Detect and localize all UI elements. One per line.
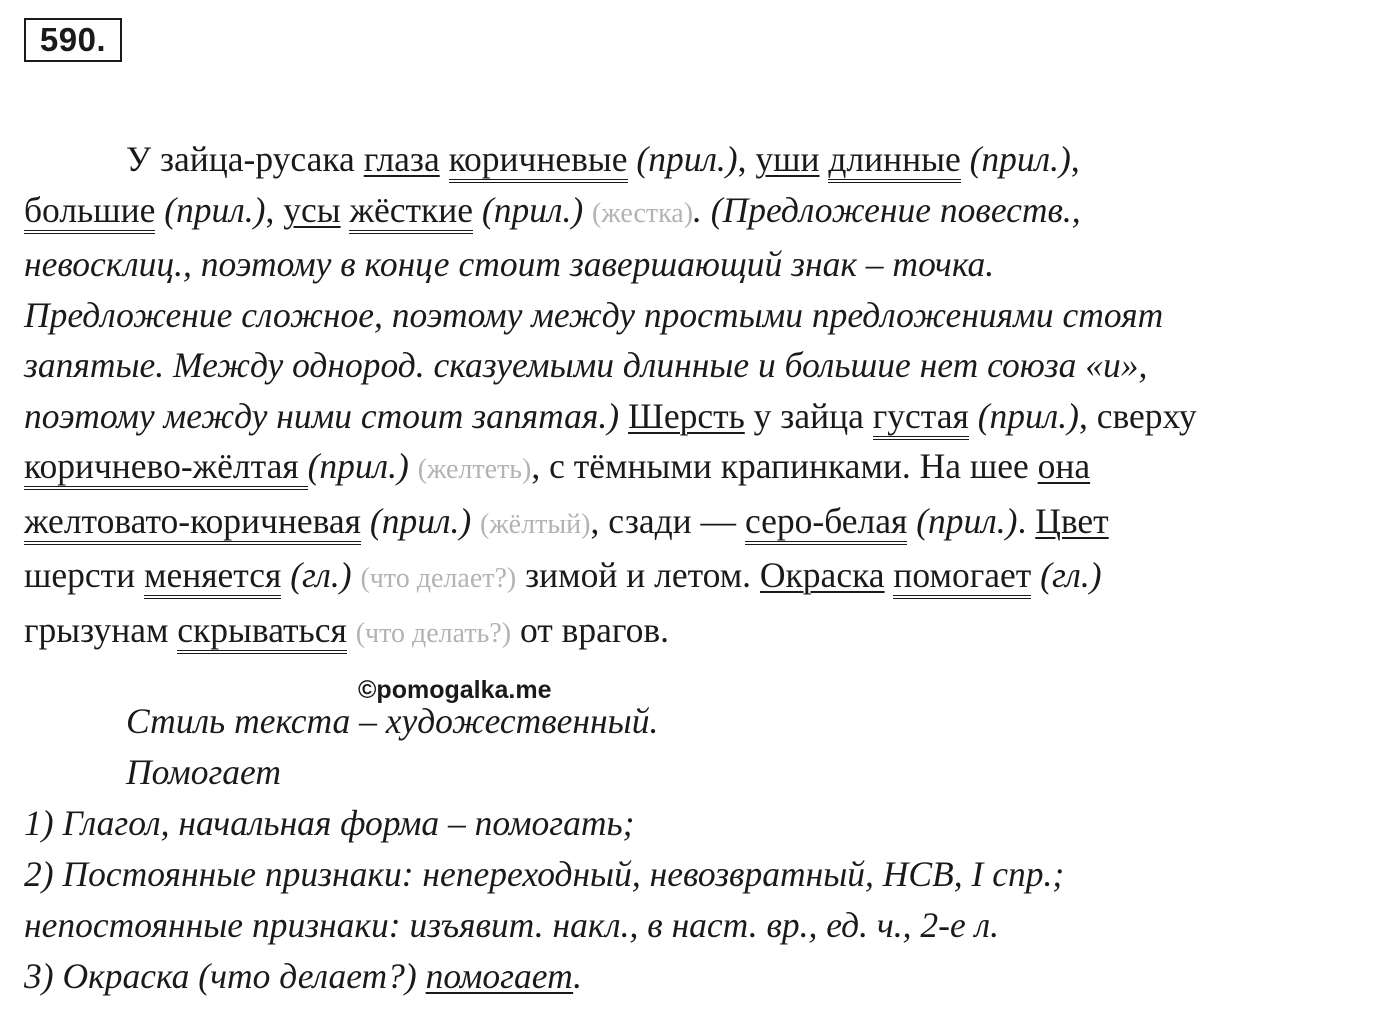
text-segment: , bbox=[1070, 139, 1080, 179]
text-segment: (прил.) bbox=[369, 500, 472, 541]
text-segment: У зайца-русака bbox=[126, 139, 364, 179]
text-segment bbox=[347, 610, 356, 650]
text-line bbox=[24, 550, 1384, 605]
text-segment: скрываться bbox=[177, 610, 347, 654]
text-segment bbox=[409, 446, 418, 486]
text-segment: , сверху bbox=[1078, 395, 1197, 436]
analysis-item-2b: непостоянные признаки: изъявит. накл., в наст. вр., ед. ч., 2-е л. bbox=[24, 905, 999, 945]
text-segment: . bbox=[1017, 500, 1036, 541]
morphological-analysis bbox=[24, 696, 1384, 1002]
style-line: Стиль текста – художественный. bbox=[126, 701, 659, 741]
text-segment: Окраска bbox=[759, 555, 885, 595]
text-line bbox=[24, 391, 1384, 442]
text-segment: (жестка) bbox=[592, 197, 694, 229]
text-segment: (прил.) bbox=[916, 500, 1018, 541]
text-segment: меняется bbox=[144, 555, 281, 599]
text-segment bbox=[471, 501, 480, 541]
text-segment bbox=[907, 501, 916, 541]
watermark: ©pomogalka.me bbox=[358, 676, 552, 704]
text-segment: невосклиц., поэтому в конце стоит завершающий знак – точка. bbox=[24, 244, 995, 284]
text-segment: усы bbox=[283, 189, 341, 230]
text-line bbox=[24, 441, 1384, 496]
text-line bbox=[24, 290, 1384, 341]
text-segment: она bbox=[1037, 446, 1091, 486]
text-line bbox=[24, 605, 1384, 660]
text-segment: (что делает?) bbox=[360, 563, 517, 594]
text-segment: густая bbox=[873, 396, 969, 440]
text-segment: (гл.) bbox=[290, 555, 352, 595]
text-segment: Цвет bbox=[1035, 500, 1109, 541]
text-segment: помогает bbox=[893, 555, 1031, 599]
text-segment bbox=[819, 139, 828, 179]
text-segment: грызунам bbox=[24, 609, 178, 650]
text-segment bbox=[969, 396, 978, 436]
analysis-item-3 bbox=[24, 951, 1384, 1002]
text-segment: желтовато-коричневая bbox=[24, 501, 361, 545]
text-segment bbox=[619, 396, 628, 436]
text-line bbox=[24, 185, 1384, 240]
exercise-text bbox=[24, 134, 1384, 659]
analysis-item-3-suffix: . bbox=[573, 956, 583, 996]
text-line bbox=[24, 496, 1384, 551]
text-segment: глаза bbox=[363, 139, 440, 179]
text-segment: от врагов. bbox=[511, 609, 669, 650]
text-segment bbox=[1031, 555, 1040, 595]
text-segment: . (Предложение повеств., bbox=[693, 189, 1081, 230]
text-segment: (прил.) bbox=[969, 139, 1071, 179]
analysis-item-3-word: помогает bbox=[425, 956, 574, 996]
text-segment: серо-белая bbox=[745, 501, 907, 545]
analyzed-word: Помогает bbox=[126, 752, 281, 792]
text-segment: поэтому между ними стоит запятая.) bbox=[24, 395, 620, 436]
text-segment: уши bbox=[755, 139, 820, 179]
text-segment: зимой и летом. bbox=[516, 555, 760, 595]
text-segment bbox=[155, 190, 164, 230]
text-segment: Предложение сложное, поэтому между простыми предложениями стоят bbox=[24, 294, 1164, 335]
exercise-number: 590. bbox=[24, 18, 122, 62]
text-segment: , с тёмными крапинками. На шее bbox=[531, 446, 1038, 486]
text-segment bbox=[473, 190, 482, 230]
text-segment: большие bbox=[24, 190, 155, 234]
text-segment: запятые. Между однород. сказуемыми длинные и большие нет союза «и», bbox=[24, 345, 1148, 385]
analysis-item-1: 1) Глагол, начальная форма – помогать; bbox=[24, 803, 635, 843]
text-segment: (прил.) bbox=[636, 139, 738, 179]
text-segment: у зайца bbox=[744, 395, 873, 436]
text-segment: шерсти bbox=[24, 555, 144, 595]
text-segment: , bbox=[265, 189, 284, 230]
text-segment: коричневые bbox=[449, 139, 628, 183]
text-segment bbox=[583, 190, 592, 230]
text-segment: (жёлтый) bbox=[480, 508, 591, 540]
text-segment: жёсткие bbox=[349, 190, 473, 234]
text-segment: (прил.) bbox=[307, 446, 409, 486]
text-segment: , сзади — bbox=[590, 500, 745, 541]
analysis-item-3-prefix: 3) Окраска (что делает?) bbox=[24, 956, 426, 996]
text-segment: Шерсть bbox=[628, 395, 745, 436]
text-line bbox=[24, 134, 1384, 185]
analysis-item-2: 2) Постоянные признаки: непереходный, невозвратный, НСВ, I спр.; bbox=[24, 854, 1065, 894]
text-segment: (прил.) bbox=[977, 395, 1079, 436]
text-line bbox=[24, 239, 1384, 290]
text-segment bbox=[961, 139, 970, 179]
text-segment bbox=[361, 501, 370, 541]
text-segment: (прил.) bbox=[164, 189, 266, 230]
text-segment: (гл.) bbox=[1040, 555, 1102, 595]
text-segment bbox=[281, 555, 290, 595]
text-segment: , bbox=[737, 139, 756, 179]
text-line bbox=[24, 340, 1384, 391]
text-segment bbox=[440, 139, 449, 179]
text-segment: (прил.) bbox=[481, 189, 584, 230]
text-segment: (что делать?) bbox=[355, 617, 512, 649]
text-segment: коричнево-жёлтая bbox=[24, 446, 308, 490]
text-segment: длинные bbox=[828, 139, 960, 183]
text-segment: (желтеть) bbox=[417, 454, 532, 485]
